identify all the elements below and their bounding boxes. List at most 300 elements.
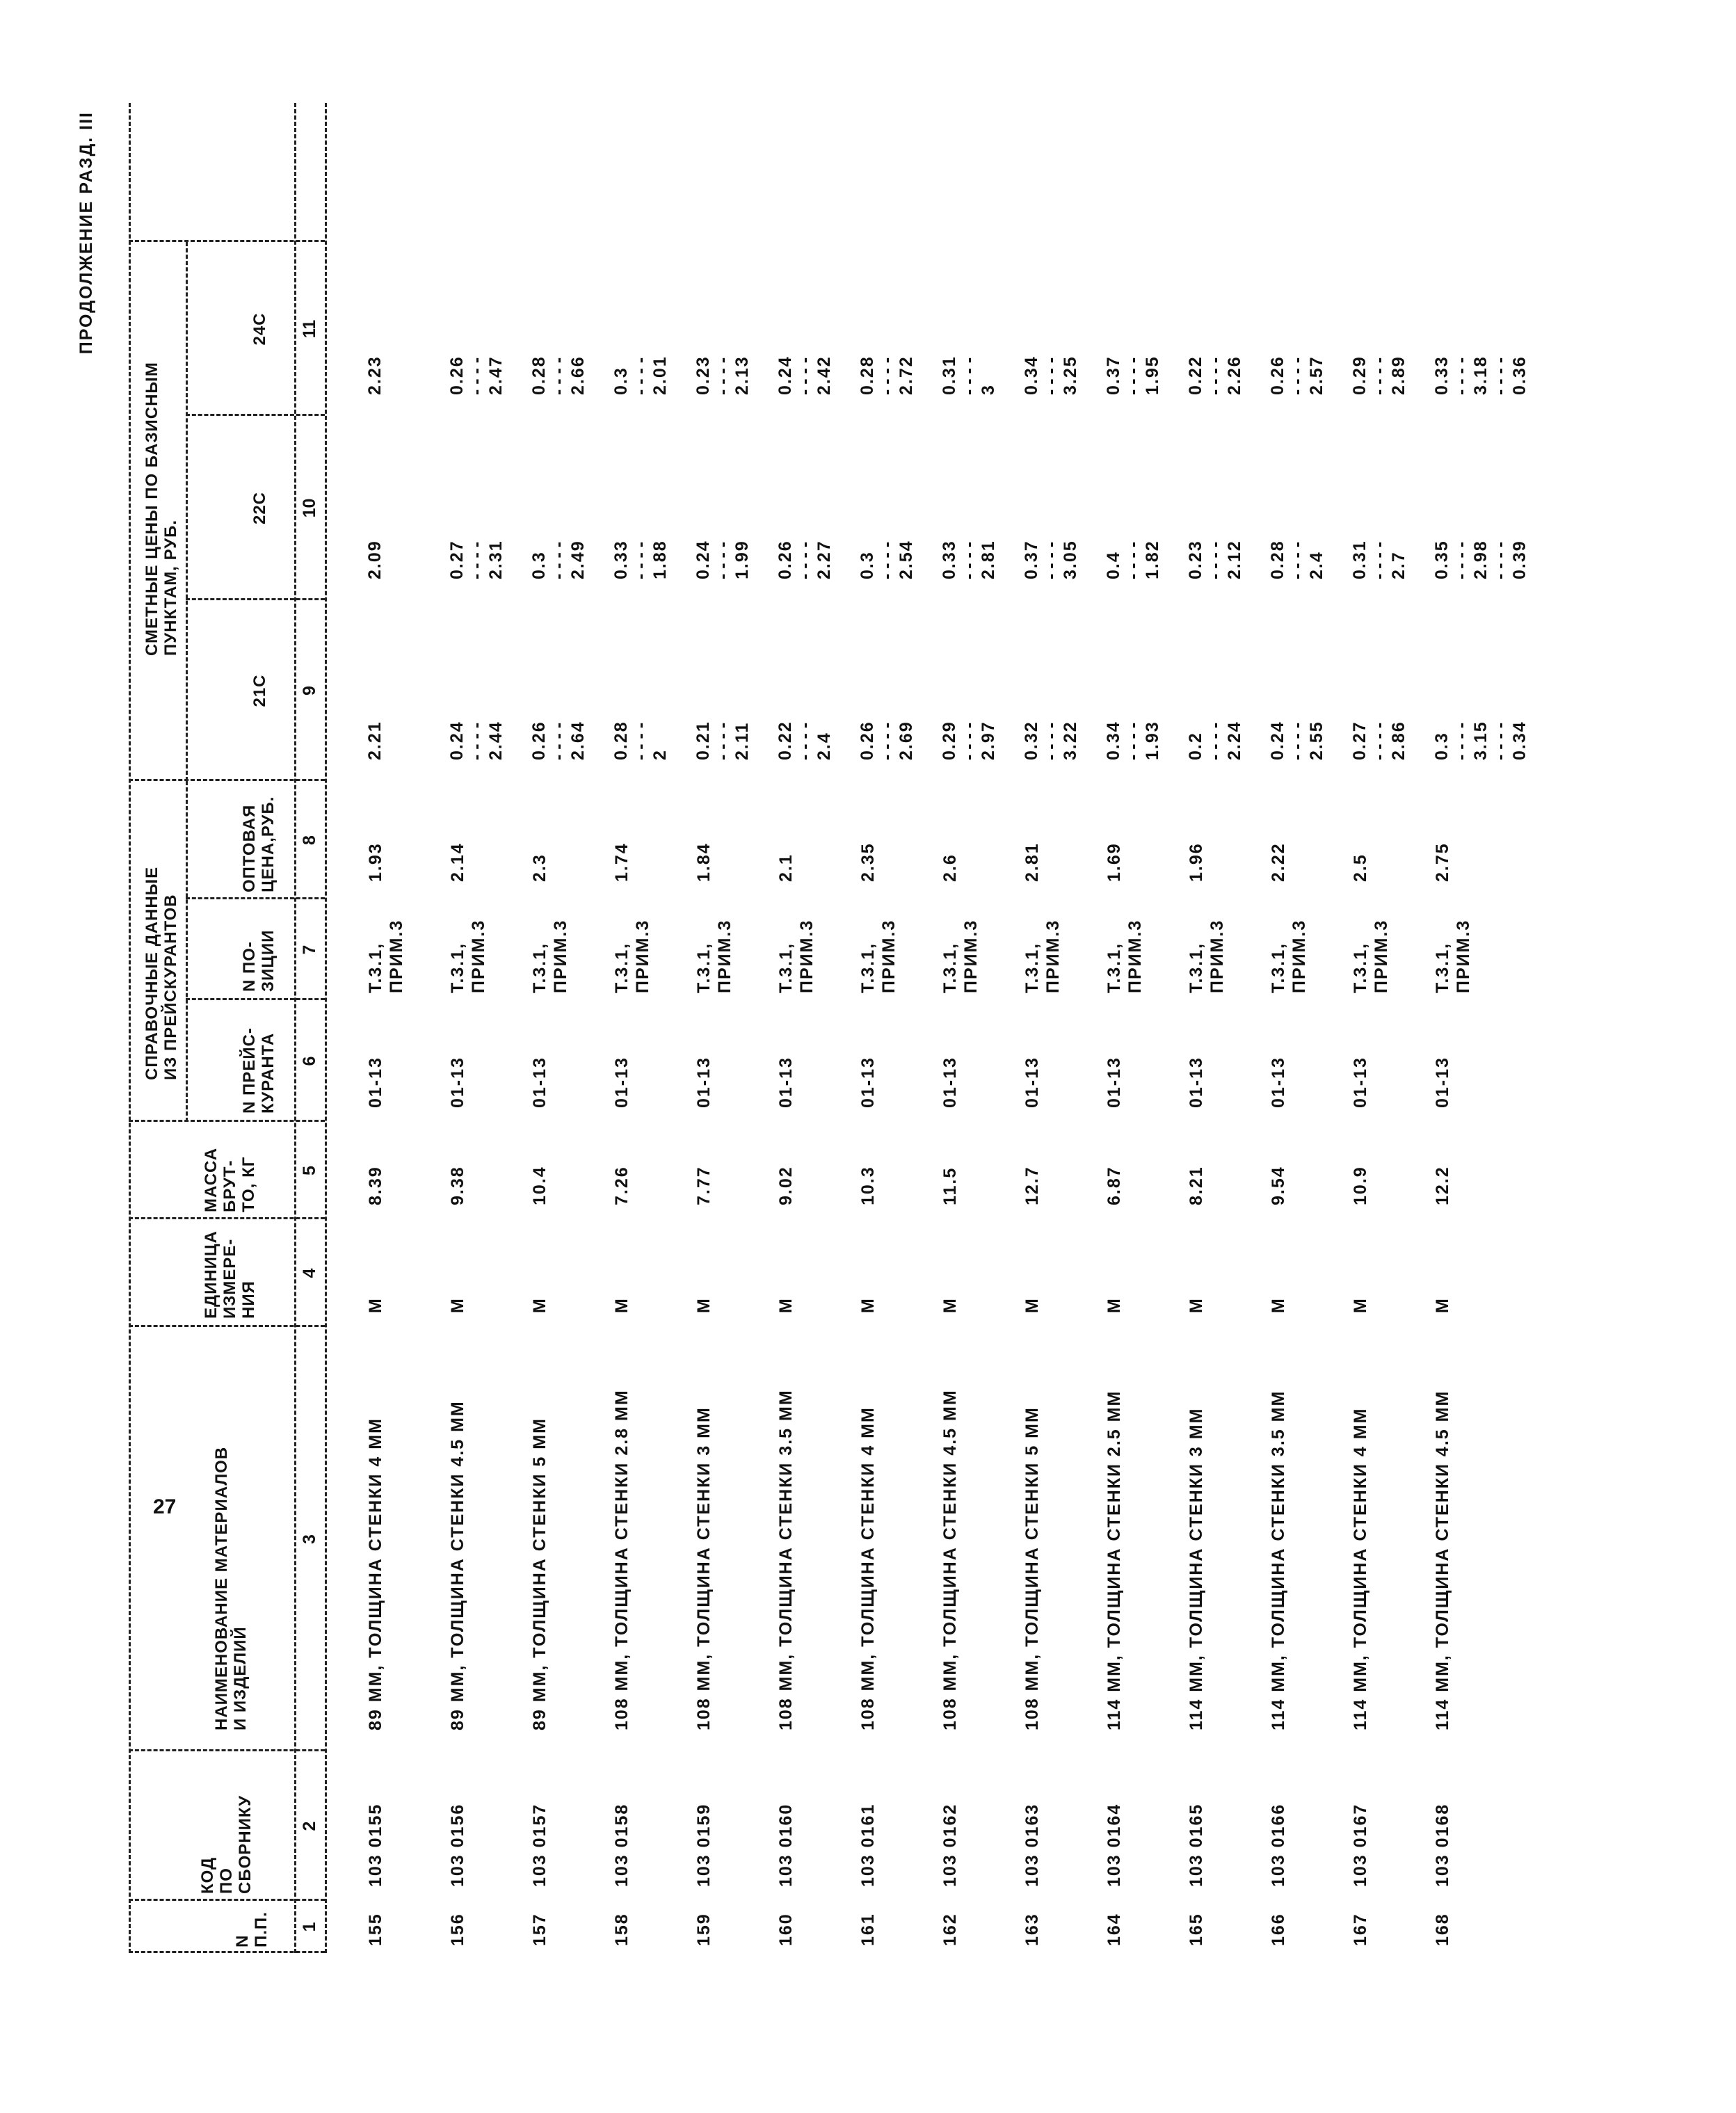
row-code: 103 0164 xyxy=(1104,1803,1124,1887)
row-name: 89 ММ, ТОЛЩИНА СТЕНКИ 4 ММ xyxy=(366,1417,385,1730)
price-value: 0.28 xyxy=(858,355,877,395)
row-number: 168 xyxy=(1433,1913,1452,1946)
row-code: 103 0157 xyxy=(530,1803,549,1887)
row-number: 166 xyxy=(1269,1913,1288,1946)
price-cell-p22 xyxy=(1350,540,1408,579)
row-unit: М xyxy=(366,1297,385,1313)
price-value: 2.49 xyxy=(568,540,588,579)
price-cell-p21 xyxy=(940,721,998,760)
row-unit: М xyxy=(940,1297,960,1313)
price-value: 0.31 xyxy=(1350,540,1369,579)
price-cell-p22 xyxy=(1104,540,1162,579)
price-value: 2.4 xyxy=(1307,551,1326,579)
header-22c: 22С xyxy=(250,491,269,525)
row-pricelist: 01-13 xyxy=(612,1056,632,1108)
price-value: 0.33 xyxy=(611,540,631,579)
row-number: 158 xyxy=(612,1913,632,1946)
fraction-dash: - - - - xyxy=(467,357,486,395)
row-position: Т.3.1, ПРИМ.3 xyxy=(1022,919,1063,993)
row-number: 167 xyxy=(1351,1913,1370,1946)
row-unit: М xyxy=(530,1297,549,1313)
price-value: 2.01 xyxy=(650,355,670,395)
price-value: 3.25 xyxy=(1061,355,1080,395)
row-name: 89 ММ, ТОЛЩИНА СТЕНКИ 4.5 ММ xyxy=(448,1400,467,1730)
price-value: 3.15 xyxy=(1471,721,1490,760)
price-value: 2.98 xyxy=(1471,540,1490,579)
price-value: 0.29 xyxy=(940,721,959,760)
row-code: 103 0159 xyxy=(694,1803,714,1887)
price-value: 2.55 xyxy=(1307,721,1326,760)
price-cell-p22 xyxy=(447,540,506,579)
row-wholesale: 2.75 xyxy=(1433,842,1452,882)
column-rule-5 xyxy=(129,1120,325,1122)
row-pricelist: 01-13 xyxy=(1433,1056,1452,1108)
price-value: 1.88 xyxy=(650,540,670,579)
fraction-dash: - - - - xyxy=(1041,722,1061,760)
row-mass: 11.5 xyxy=(940,1166,960,1205)
row-mass: 9.38 xyxy=(448,1166,467,1205)
price-value: 0.34 xyxy=(1510,721,1529,760)
header-unit: ЕДИНИЦА ИЗМЕРЕ- НИЯ xyxy=(202,1230,258,1319)
price-value: 1.95 xyxy=(1143,355,1162,395)
price-cell-p21 xyxy=(1350,721,1408,760)
row-name: 108 ММ, ТОЛЩИНА СТЕНКИ 3 ММ xyxy=(694,1406,714,1730)
ref-group-rule xyxy=(186,781,188,1122)
row-unit: М xyxy=(1104,1297,1124,1313)
column-number: 11 xyxy=(300,319,319,339)
fraction-dash: - - - - xyxy=(1123,722,1143,760)
row-name: 114 ММ, ТОЛЩИНА СТЕНКИ 4.5 ММ xyxy=(1433,1390,1452,1730)
price-cell-p22 xyxy=(775,540,834,579)
row-number: 165 xyxy=(1187,1913,1206,1946)
price-cell-p22 xyxy=(611,540,670,579)
price-value: 0.28 xyxy=(529,355,549,395)
price-cell-p22 xyxy=(1268,540,1326,579)
price-cell-p24 xyxy=(940,355,998,395)
price-value: 0.3 xyxy=(1432,732,1452,760)
row-number: 164 xyxy=(1104,1913,1124,1946)
price-value: 2.81 xyxy=(979,540,998,579)
row-pricelist: 01-13 xyxy=(366,1056,385,1108)
row-pricelist: 01-13 xyxy=(940,1056,960,1108)
column-number: 1 xyxy=(300,1922,319,1932)
fraction-dash: - - - - xyxy=(1369,357,1389,395)
column-number: 4 xyxy=(300,1268,319,1278)
price-cell-p21 xyxy=(1268,721,1326,760)
price-cell-p21 xyxy=(611,721,670,760)
price-value: 0.29 xyxy=(1350,355,1369,395)
price-value: 2.42 xyxy=(814,355,834,395)
fraction-dash: - - - - xyxy=(1123,357,1143,395)
price-cell-p24 xyxy=(693,355,752,395)
header-21c: 21С xyxy=(250,674,269,707)
price-value: 0.31 xyxy=(940,355,959,395)
row-code: 103 0165 xyxy=(1187,1803,1206,1887)
row-unit: М xyxy=(1351,1297,1370,1313)
row-position: Т.3.1, ПРИМ.3 xyxy=(530,919,570,993)
price-value: 2.4 xyxy=(814,732,834,760)
fraction-dash: - - - - xyxy=(1287,541,1307,579)
row-wholesale: 2.81 xyxy=(1022,842,1042,882)
header-name: НАИМЕНОВАНИЕ МАТЕРИАЛОВ И ИЗДЕЛИЙ xyxy=(212,1446,250,1730)
price-cell-p24 xyxy=(529,355,588,395)
price-value: 0.22 xyxy=(1186,355,1205,395)
row-position: Т.3.1, ПРИМ.3 xyxy=(1269,919,1309,993)
fraction-dash: - - - - xyxy=(1452,722,1471,760)
row-code: 103 0166 xyxy=(1269,1803,1288,1887)
fraction-dash: - - - - xyxy=(713,541,732,579)
price-cell-p24 xyxy=(775,355,834,395)
price-cell-p22 xyxy=(858,540,916,579)
row-pricelist: 01-13 xyxy=(1351,1056,1370,1108)
row-code: 103 0167 xyxy=(1351,1803,1370,1887)
row-name: 114 ММ, ТОЛЩИНА СТЕНКИ 3.5 ММ xyxy=(1269,1390,1288,1730)
fraction-dash: - - - - xyxy=(1490,722,1510,760)
price-value: 3.18 xyxy=(1471,355,1490,395)
price-value: 0.22 xyxy=(775,721,795,760)
price-cell-p24 xyxy=(1022,355,1080,395)
fraction-dash: - - - - xyxy=(1287,722,1307,760)
row-name: 108 ММ, ТОЛЩИНА СТЕНКИ 3.5 ММ xyxy=(776,1389,796,1730)
fraction-dash: - - - - xyxy=(713,357,732,395)
row-pricelist: 01-13 xyxy=(1269,1056,1288,1108)
price-value: 0.37 xyxy=(1104,355,1123,395)
row-code: 103 0158 xyxy=(612,1803,632,1887)
price-cell-p22 xyxy=(365,540,385,579)
price-value: 1.93 xyxy=(1143,721,1162,760)
header-pricelist: N ПРЕЙС- КУРАНТА xyxy=(240,1027,278,1114)
price-value: 0.33 xyxy=(1432,355,1452,395)
fraction-dash: - - - - xyxy=(1490,541,1510,579)
fraction-dash: - - - - xyxy=(795,357,814,395)
fraction-dash: - - - - xyxy=(631,722,650,760)
price-cell-p24 xyxy=(611,355,670,395)
row-code: 103 0156 xyxy=(448,1803,467,1887)
header-top-rule xyxy=(129,103,131,1953)
row-position: Т.3.1, ПРИМ.3 xyxy=(1351,919,1391,993)
price-value: 2.86 xyxy=(1389,721,1408,760)
row-position: Т.3.1, ПРИМ.3 xyxy=(694,919,734,993)
row-position: Т.3.1, ПРИМ.3 xyxy=(448,919,488,993)
fraction-dash: - - - - xyxy=(1123,541,1143,579)
fraction-dash: - - - - xyxy=(1490,357,1510,395)
price-cell-p21 xyxy=(365,721,385,760)
fraction-dash: - - - - xyxy=(1205,541,1225,579)
row-unit: М xyxy=(1022,1297,1042,1313)
row-wholesale: 2.22 xyxy=(1269,842,1288,882)
price-value: 0.26 xyxy=(447,355,467,395)
row-name: 108 ММ, ТОЛЩИНА СТЕНКИ 5 ММ xyxy=(1022,1406,1042,1730)
column-number: 3 xyxy=(300,1534,319,1544)
price-value: 2.44 xyxy=(486,721,506,760)
header-code: КОД ПО СБОРНИКУ xyxy=(198,1794,255,1894)
price-value: 2.31 xyxy=(486,540,506,579)
row-unit: М xyxy=(1187,1297,1206,1313)
price-value: 2.89 xyxy=(1389,355,1408,395)
row-wholesale: 2.3 xyxy=(530,853,549,882)
price-cell-p21 xyxy=(1104,721,1162,760)
row-mass: 6.87 xyxy=(1104,1166,1124,1205)
price-value: 1.82 xyxy=(1143,540,1162,579)
row-mass: 9.02 xyxy=(776,1166,796,1205)
column-rule-3 xyxy=(129,1325,325,1327)
price-cell-p21 xyxy=(693,721,752,760)
fraction-dash: - - - - xyxy=(467,722,486,760)
column-rule-1 xyxy=(129,1899,325,1901)
price-value: 0.37 xyxy=(1022,540,1041,579)
price-value: 0.39 xyxy=(1510,540,1529,579)
fraction-dash: - - - - xyxy=(959,357,979,395)
price-value: 0.3 xyxy=(611,367,631,395)
price-value: 0.26 xyxy=(529,721,549,760)
row-position: Т.3.1, ПРИМ.3 xyxy=(940,919,981,993)
row-position: Т.3.1, ПРИМ.3 xyxy=(366,919,406,993)
price-cell-p24 xyxy=(1350,355,1408,395)
row-mass: 10.9 xyxy=(1351,1166,1370,1205)
row-name: 114 ММ, ТОЛЩИНА СТЕНКИ 4 ММ xyxy=(1351,1407,1370,1730)
price-value: 0.33 xyxy=(940,540,959,579)
price-cell-p24 xyxy=(1432,355,1529,395)
price-value: 0.28 xyxy=(1268,540,1287,579)
fraction-dash: - - - - xyxy=(713,722,732,760)
price-cell-p22 xyxy=(940,540,998,579)
row-name: 108 ММ, ТОЛЩИНА СТЕНКИ 2.8 ММ xyxy=(612,1389,632,1730)
row-pricelist: 01-13 xyxy=(694,1056,714,1108)
price-cell-p24 xyxy=(447,355,506,395)
price-value: 2.11 xyxy=(732,721,752,760)
row-number: 159 xyxy=(694,1913,714,1946)
row-wholesale: 2.5 xyxy=(1351,853,1370,882)
price-value: 1.99 xyxy=(732,540,752,579)
price-value: 0.3 xyxy=(529,551,549,579)
price-value: 2.66 xyxy=(568,355,588,395)
row-pricelist: 01-13 xyxy=(530,1056,549,1108)
continuation-title: ПРОДОЛЖЕНИЕ РАЗД. III xyxy=(77,111,96,355)
price-value: 0.34 xyxy=(1022,355,1041,395)
price-value: 2 xyxy=(650,749,670,760)
column-number: 2 xyxy=(300,1821,319,1831)
price-value: 2.21 xyxy=(365,721,385,760)
price-table xyxy=(129,103,1631,1953)
price-value: 2.47 xyxy=(486,355,506,395)
column-rule-2 xyxy=(129,1749,325,1751)
price-value: 0.26 xyxy=(1268,355,1287,395)
column-rule-4 xyxy=(129,1217,325,1219)
row-wholesale: 2.1 xyxy=(776,853,796,882)
price-cell-p24 xyxy=(1104,355,1162,395)
fraction-dash: - - - - xyxy=(1041,357,1061,395)
price-value: 0.24 xyxy=(1268,721,1287,760)
price-value: 2.72 xyxy=(897,355,916,395)
price-value: 0.36 xyxy=(1510,355,1529,395)
row-unit: М xyxy=(448,1297,467,1313)
price-value: 2.26 xyxy=(1225,355,1244,395)
price-cell-p22 xyxy=(529,540,588,579)
row-position: Т.3.1, ПРИМ.3 xyxy=(612,919,652,993)
price-cell-p21 xyxy=(1022,721,1080,760)
row-wholesale: 1.93 xyxy=(366,842,385,882)
price-value: 2.13 xyxy=(732,355,752,395)
price-cell-p24 xyxy=(858,355,916,395)
fraction-dash: - - - - xyxy=(1041,541,1061,579)
price-value: 0.32 xyxy=(1022,721,1041,760)
price-value: 2.09 xyxy=(365,540,385,579)
row-code: 103 0162 xyxy=(940,1803,960,1887)
price-value: 2.27 xyxy=(814,540,834,579)
price-value: 0.27 xyxy=(447,540,467,579)
price-value: 2.97 xyxy=(979,721,998,760)
price-value: 2.64 xyxy=(568,721,588,760)
price-value: 0.24 xyxy=(775,355,795,395)
row-position: Т.3.1, ПРИМ.3 xyxy=(1187,919,1227,993)
price-cell-p21 xyxy=(1186,721,1244,760)
header-mass: МАССА БРУТ- ТО, КГ xyxy=(202,1147,258,1212)
row-mass: 10.3 xyxy=(858,1166,878,1205)
price-cell-p21 xyxy=(529,721,588,760)
column-rule-11 xyxy=(129,240,325,242)
row-code: 103 0160 xyxy=(776,1803,796,1887)
fraction-dash: - - - - xyxy=(877,541,897,579)
row-number: 160 xyxy=(776,1913,796,1946)
fraction-dash: - - - - xyxy=(1205,357,1225,395)
price-cell-p24 xyxy=(365,355,385,395)
header-price-group: СМЕТНЫЕ ЦЕНЫ ПО БАЗИСНЫМ ПУНКТАМ, РУБ. xyxy=(143,362,180,656)
column-rule-8 xyxy=(129,779,325,781)
row-number: 161 xyxy=(858,1913,878,1946)
price-value: 3.05 xyxy=(1061,540,1080,579)
row-unit: М xyxy=(612,1297,632,1313)
row-name: 89 ММ, ТОЛЩИНА СТЕНКИ 5 ММ xyxy=(530,1417,549,1730)
row-code: 103 0163 xyxy=(1022,1803,1042,1887)
header-position: N ПО- ЗИЦИИ xyxy=(240,929,278,992)
row-mass: 10.4 xyxy=(530,1166,549,1205)
price-group-rule xyxy=(186,242,188,781)
row-wholesale: 2.35 xyxy=(858,842,878,882)
column-number: 10 xyxy=(300,498,319,518)
price-value: 0.4 xyxy=(1104,551,1123,579)
fraction-dash: - - - - xyxy=(795,541,814,579)
row-wholesale: 1.96 xyxy=(1187,842,1206,882)
fraction-dash: - - - - xyxy=(877,357,897,395)
row-position: Т.3.1, ПРИМ.3 xyxy=(858,919,899,993)
price-value: 0.23 xyxy=(1186,540,1205,579)
column-number: 6 xyxy=(300,1056,319,1066)
price-cell-p21 xyxy=(775,721,834,760)
row-number: 162 xyxy=(940,1913,960,1946)
price-value: 2.24 xyxy=(1225,721,1244,760)
row-mass: 7.77 xyxy=(694,1166,714,1205)
fraction-dash: - - - - xyxy=(631,541,650,579)
price-value: 2.7 xyxy=(1389,551,1408,579)
fraction-dash: - - - - xyxy=(549,357,568,395)
header-bottom-rule xyxy=(294,103,296,1953)
price-cell-p22 xyxy=(1432,540,1529,579)
row-number: 163 xyxy=(1022,1913,1042,1946)
fraction-dash: - - - - xyxy=(1452,541,1471,579)
row-unit: М xyxy=(694,1297,714,1313)
fraction-dash: - - - - xyxy=(795,722,814,760)
row-pricelist: 01-13 xyxy=(1022,1056,1042,1108)
row-mass: 12.2 xyxy=(1433,1166,1452,1205)
header-wholesale: ОПТОВАЯ ЦЕНА,РУБ. xyxy=(240,796,278,892)
row-name: 108 ММ, ТОЛЩИНА СТЕНКИ 4.5 ММ xyxy=(940,1389,960,1730)
header-ref-group: СПРАВОЧНЫЕ ДАННЫЕ ИЗ ПРЕЙСКУРАНТОВ xyxy=(143,866,180,1080)
row-number: 156 xyxy=(448,1913,467,1946)
row-mass: 7.26 xyxy=(612,1166,632,1205)
row-name: 114 ММ, ТОЛЩИНА СТЕНКИ 3 ММ xyxy=(1187,1407,1206,1730)
price-value: 0.23 xyxy=(693,355,713,395)
column-rule-0 xyxy=(129,1951,325,1953)
row-pricelist: 01-13 xyxy=(1187,1056,1206,1108)
row-mass: 12.7 xyxy=(1022,1166,1042,1205)
row-position: Т.3.1, ПРИМ.3 xyxy=(776,919,817,993)
price-value: 0.24 xyxy=(447,721,467,760)
column-number: 8 xyxy=(300,835,319,845)
fraction-dash: - - - - xyxy=(549,541,568,579)
row-mass: 8.21 xyxy=(1187,1166,1206,1205)
price-value: 0.35 xyxy=(1432,540,1452,579)
fraction-dash: - - - - xyxy=(877,722,897,760)
price-value: 0.26 xyxy=(858,721,877,760)
row-mass: 9.54 xyxy=(1269,1166,1288,1205)
price-value: 0.3 xyxy=(858,551,877,579)
price-cell-p24 xyxy=(1268,355,1326,395)
header-number: N П.П. xyxy=(233,1911,271,1947)
row-wholesale: 1.74 xyxy=(612,842,632,882)
row-unit: М xyxy=(776,1297,796,1313)
fraction-dash: - - - - xyxy=(549,722,568,760)
column-number: 5 xyxy=(300,1166,319,1175)
fraction-dash: - - - - xyxy=(1452,357,1471,395)
row-number: 157 xyxy=(530,1913,549,1946)
row-position: Т.3.1, ПРИМ.3 xyxy=(1433,919,1473,993)
fraction-dash: - - - - xyxy=(467,541,486,579)
price-cell-p22 xyxy=(1186,540,1244,579)
fraction-dash: - - - - xyxy=(959,722,979,760)
row-wholesale: 2.14 xyxy=(448,842,467,882)
price-value: 0.2 xyxy=(1186,732,1205,760)
row-pricelist: 01-13 xyxy=(858,1056,878,1108)
price-value: 3 xyxy=(979,384,998,395)
fraction-dash: - - - - xyxy=(1369,541,1389,579)
row-unit: М xyxy=(858,1297,878,1313)
price-value: 0.34 xyxy=(1104,721,1123,760)
price-value: 0.26 xyxy=(775,540,795,579)
price-cell-p21 xyxy=(447,721,506,760)
row-wholesale: 1.69 xyxy=(1104,842,1124,882)
page-number: 27 xyxy=(153,1495,177,1518)
row-unit: М xyxy=(1433,1297,1452,1313)
row-code: 103 0155 xyxy=(366,1803,385,1887)
price-value: 0.27 xyxy=(1350,721,1369,760)
price-value: 2.57 xyxy=(1307,355,1326,395)
column-number: 7 xyxy=(300,945,319,955)
row-wholesale: 2.6 xyxy=(940,853,960,882)
row-pricelist: 01-13 xyxy=(448,1056,467,1108)
price-value: 2.54 xyxy=(897,540,916,579)
price-cell-p22 xyxy=(693,540,752,579)
row-wholesale: 1.84 xyxy=(694,842,714,882)
fraction-dash: - - - - xyxy=(1287,357,1307,395)
price-value: 0.28 xyxy=(611,721,631,760)
column-number: 9 xyxy=(300,686,319,696)
row-mass: 8.39 xyxy=(366,1166,385,1205)
price-value: 2.69 xyxy=(897,721,916,760)
price-value: 2.12 xyxy=(1225,540,1244,579)
price-cell-p21 xyxy=(1432,721,1529,760)
price-cell-p22 xyxy=(1022,540,1080,579)
price-value: 2.23 xyxy=(365,355,385,395)
